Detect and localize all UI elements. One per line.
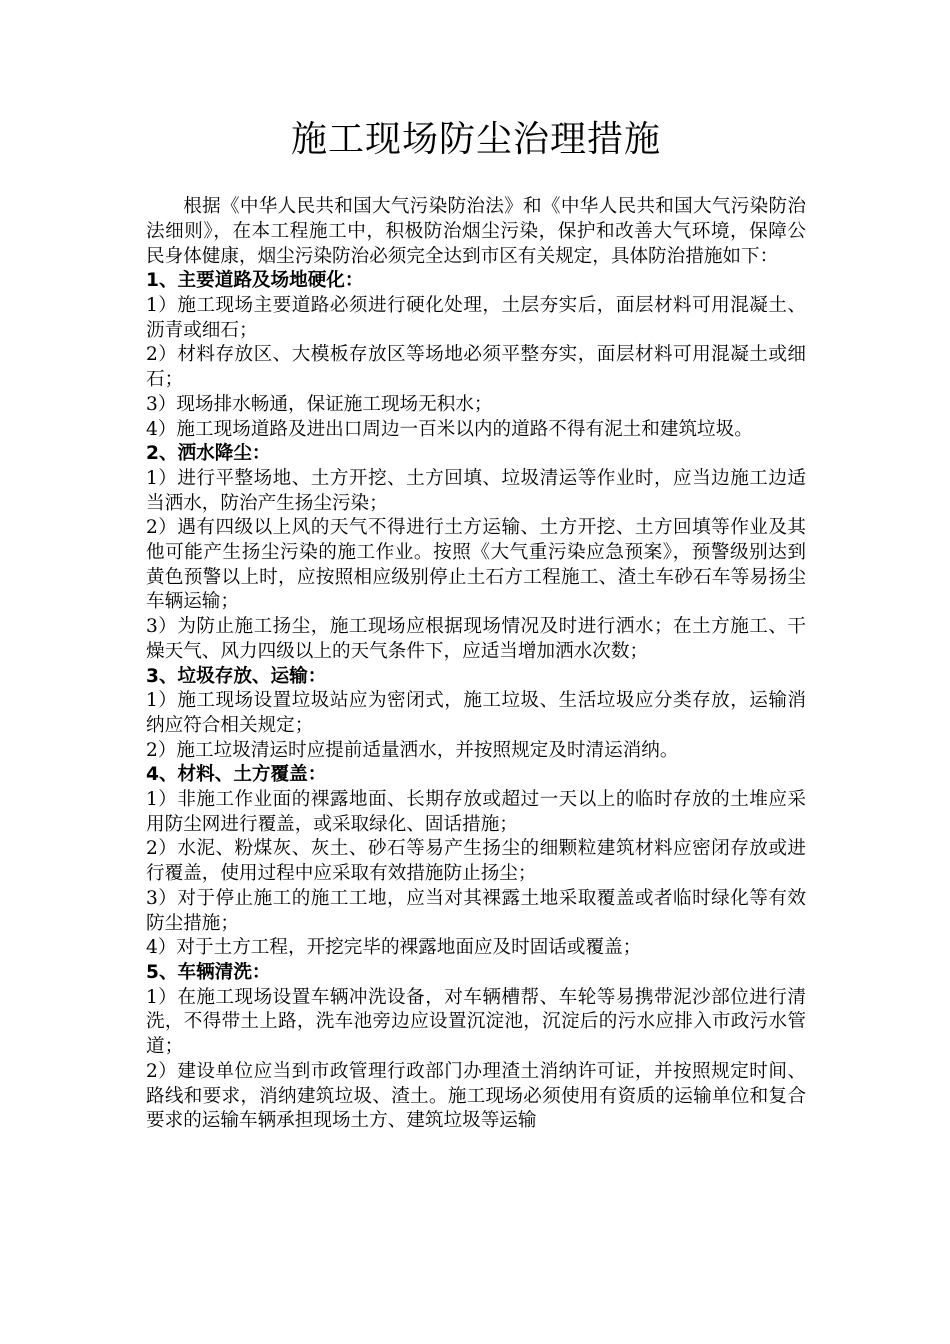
section-item: 1）施工现场设置垃圾站应为密闭式，施工垃圾、生活垃圾应分类存放，运输消纳应符合相关规定； (146, 690, 806, 736)
intro-paragraph: 根据《中华人民共和国大气污染防治法》和《中华人民共和国大气污染防治法细则》，在本工程施工中，积极防治烟尘污染，保护和改善大气环境，保障公民身体健康，烟尘污染防治必须完全达到市区有关规定，具体防治措施如下： (146, 196, 806, 267)
section-2 (146, 442, 806, 664)
section-item: 2）遇有四级以上风的天气不得进行土方运输、土方开挖、土方回填等作业及其他可能产生扬尘污染的施工作业。按照《大气重污染应急预案》，预警级别达到黄色预警以上时，应按照相应级别停止土石方工程施工、渣土车砂石车等易扬尘车辆运输； (146, 517, 806, 613)
section-heading: 2、洒水降尘： (146, 443, 271, 465)
section-heading: 4、材料、土方覆盖： (146, 764, 327, 786)
section-heading: 3、垃圾存放、运输： (146, 665, 327, 687)
section-item: 2）水泥、粉煤灰、灰土、砂石等易产生扬尘的细颗粒建筑材料应密闭存放或进行覆盖，使用过程中应采取有效措施防止扬尘； (146, 838, 806, 885)
section-item: 3）为防止施工扬尘，施工现场应根据现场情况及时进行洒水；在土方施工、干燥天气、风力四级以上的天气条件下，应适当增加洒水次数； (146, 616, 806, 662)
section-item: 2）建设单位应当到市政管理行政部门办理渣土消纳许可证，并按照规定时间、路线和要求，消纳建筑垃圾、渣土。施工现场必须使用有资质的运输单位和复合要求的运输车辆承担现场土方、建筑垃圾等运输 (146, 1060, 806, 1132)
section-item: 1）进行平整场地、土方开挖、土方回填、垃圾清运等作业时，应当边施工边适当洒水，防治产生扬尘污染； (146, 467, 806, 514)
document-page (146, 118, 806, 1134)
section-4 (146, 763, 806, 961)
section-item: 4）施工现场道路及进出口周边一百米以内的道路不得有泥土和建筑垃圾。 (146, 418, 753, 440)
section-item: 1）施工现场主要道路必须进行硬化处理，土层夯实后，面层材料可用混凝土、沥青或细石； (146, 295, 806, 341)
section-3 (146, 665, 806, 764)
section-item: 3）现场排水畅通，保证施工现场无积水； (146, 393, 493, 415)
section-item: 3）对于停止施工的施工工地，应当对其裸露土地采取覆盖或者临时绿化等有效防尘措施； (146, 887, 806, 934)
section-heading: 1、主要道路及场地硬化： (146, 270, 364, 292)
section-item: 1）在施工现场设置车辆冲洗设备，对车辆槽帮、车轮等易携带泥沙部位进行清洗，不得带土上路，洗车池旁边应设置沉淀池，沉淀后的污水应排入市政污水管道； (146, 986, 806, 1058)
section-item: 1）非施工作业面的裸露地面、长期存放或超过一天以上的临时存放的土堆应采用防尘网进行覆盖，或采取绿化、固话措施； (146, 789, 806, 835)
document-title: 施工现场防尘治理措施 (290, 119, 661, 160)
sections-container (146, 269, 806, 1134)
section-item: 4）对于土方工程，开挖完毕的裸露地面应及时固话或覆盖； (146, 937, 642, 959)
section-heading: 5、车辆清洗： (146, 961, 271, 983)
section-5 (146, 961, 806, 1134)
section-item: 2）施工垃圾清运时应提前适量洒水，并按照规定及时清运消纳。 (146, 739, 679, 761)
section-item: 2）材料存放区、大模板存放区等场地必须平整夯实，面层材料可用混凝土或细石； (146, 344, 806, 391)
section-1 (146, 269, 806, 442)
